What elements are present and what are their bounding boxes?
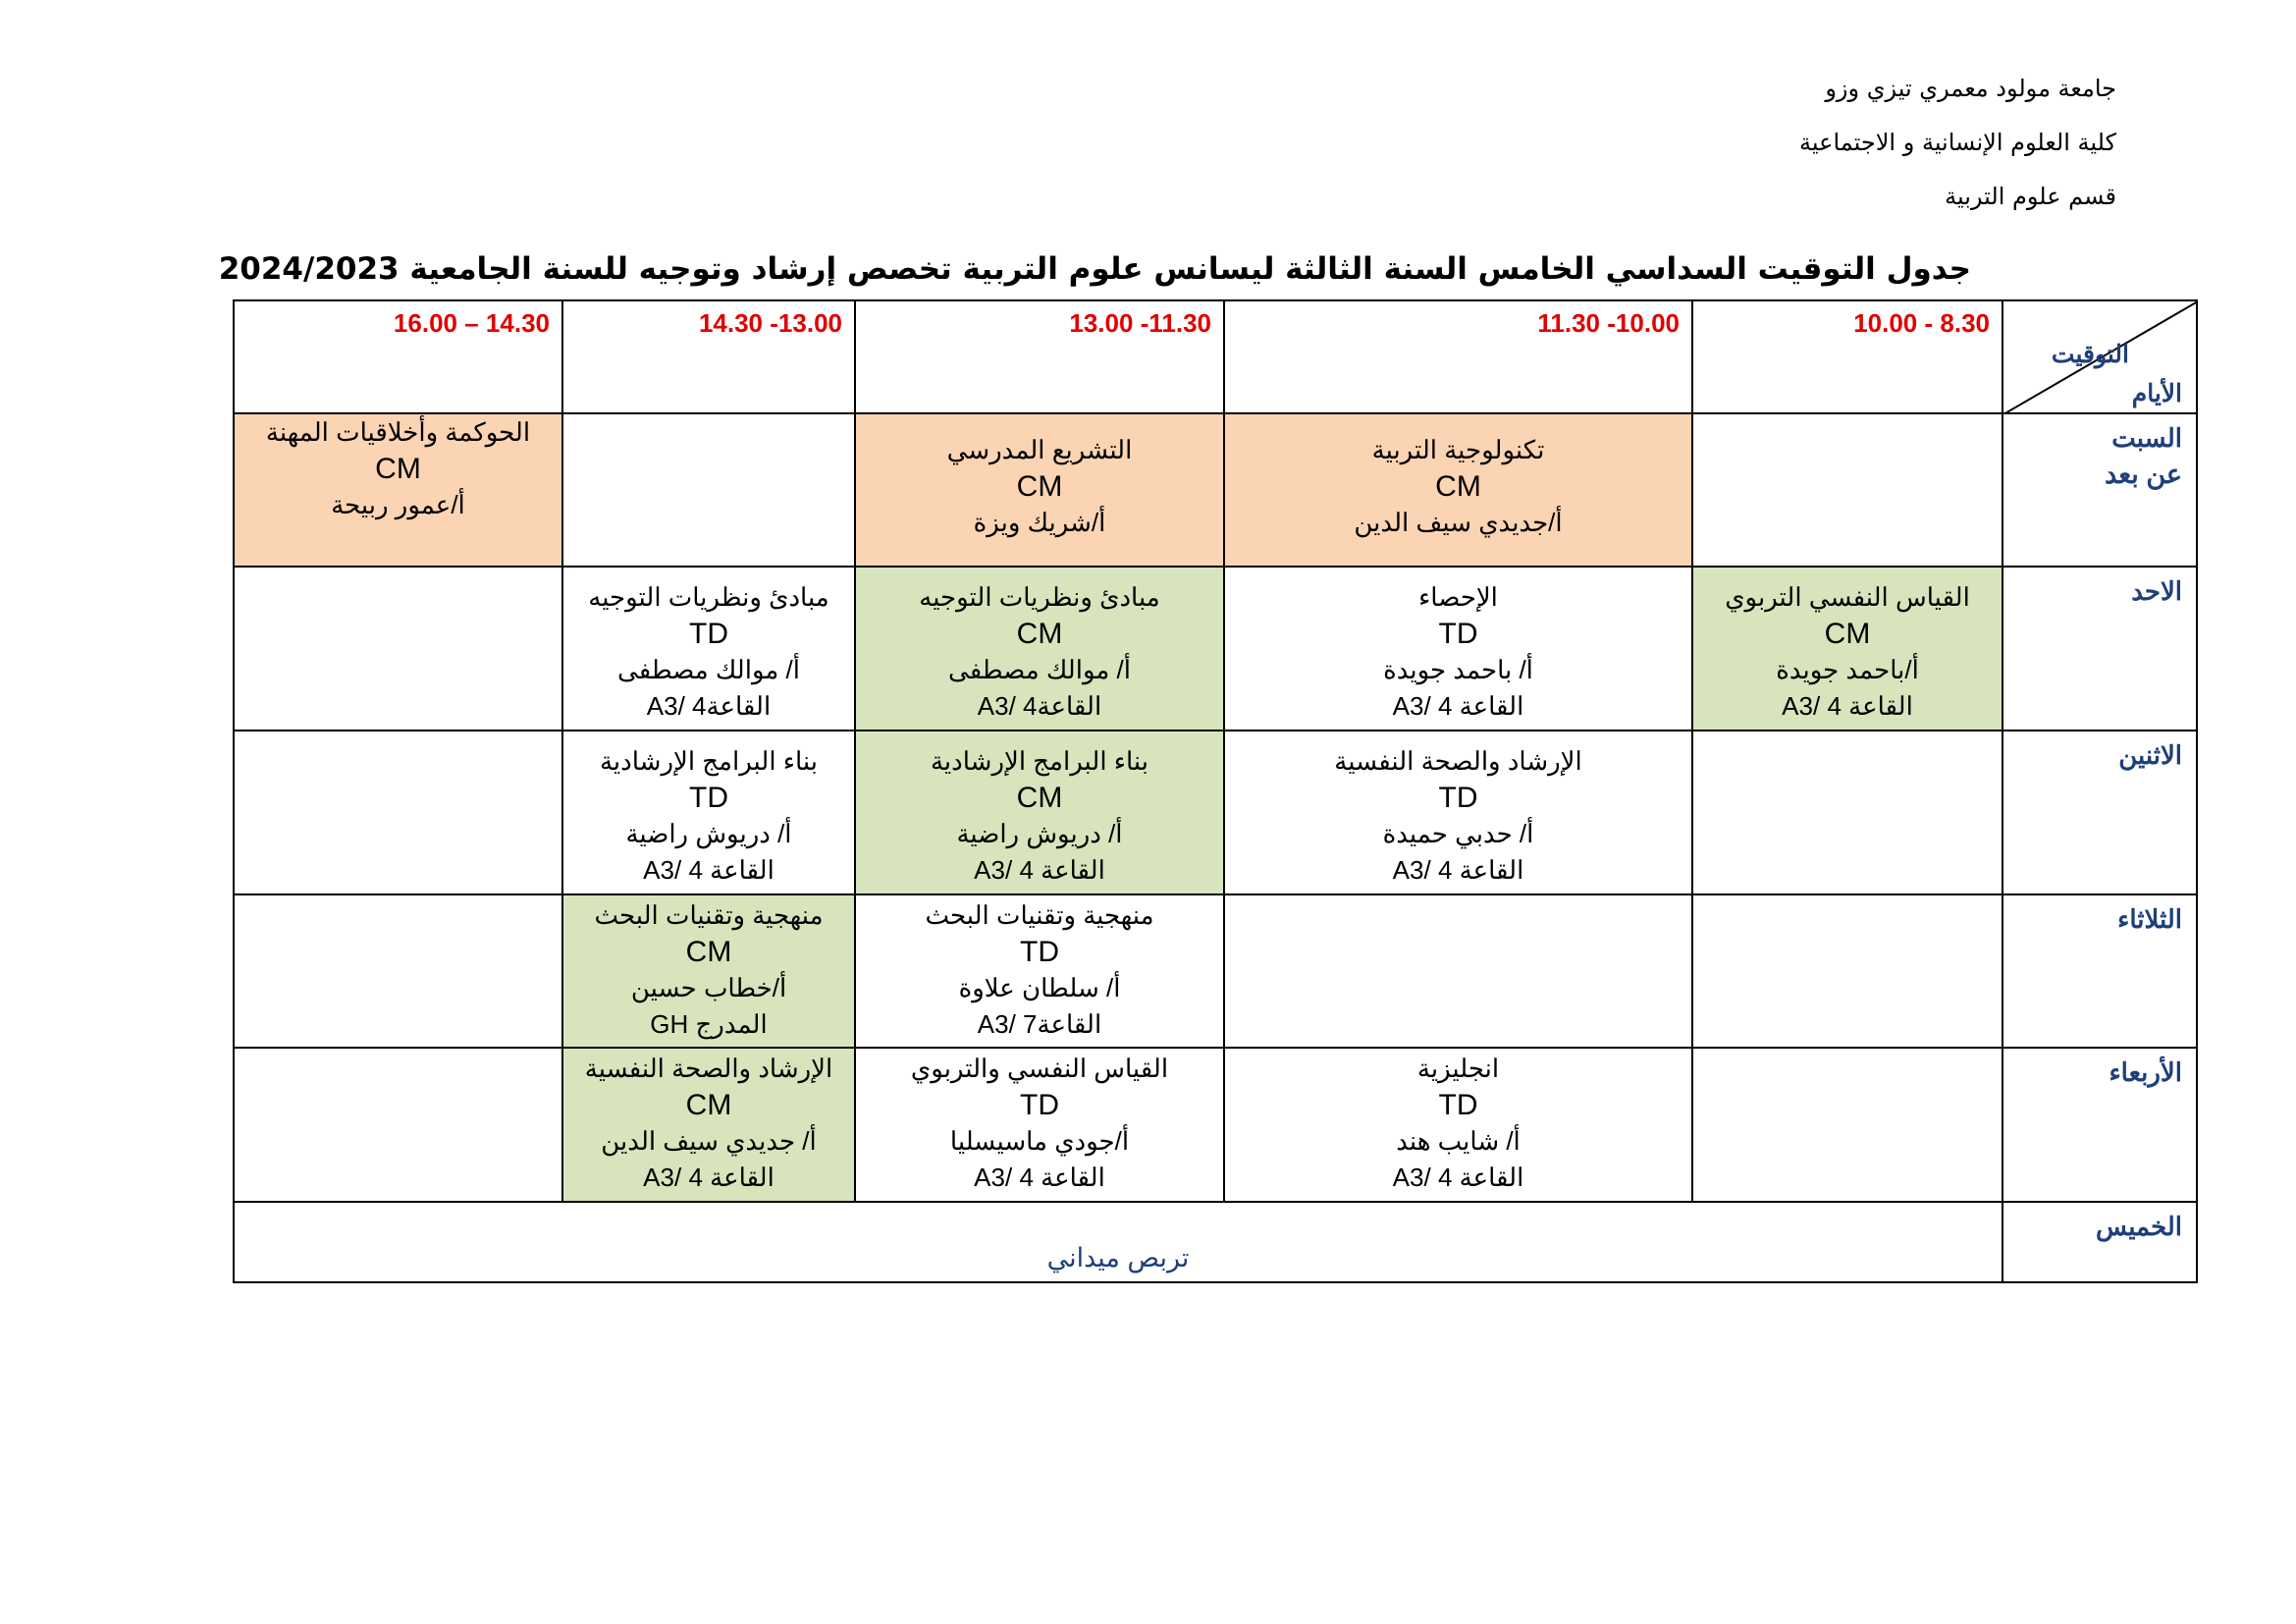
session-cell: [855, 567, 1224, 731]
room: القاعة 4 /A3: [1392, 855, 1524, 885]
instructor: أ/جودي ماسيسليا: [949, 1126, 1130, 1156]
instructor: أ/ موالك مصطفى: [948, 655, 1131, 684]
course-name: القياس النفسي والتربوي: [910, 1054, 1169, 1083]
instructor: أ/خطاب حسين: [630, 973, 787, 1002]
course-name: مبادئ ونظريات التوجيه: [919, 582, 1160, 612]
day-label: الأربعاء: [2002, 1048, 2197, 1202]
session-cell: [1224, 567, 1692, 731]
session-type: CM: [1016, 470, 1063, 503]
course-name: التشريع المدرسي: [946, 435, 1133, 464]
time-slot: 10.00- 11.30: [1224, 300, 1692, 413]
room: القاعة 4 /A3: [974, 1163, 1105, 1192]
time-slot: 13.00- 14.30: [562, 300, 855, 413]
day-label: [2002, 413, 2197, 567]
day-name: السبت: [2111, 423, 2182, 453]
instructor: أ/ جديدي سيف الدين: [601, 1126, 817, 1156]
session-type: TD: [1438, 618, 1478, 650]
session-cell: [1692, 894, 2002, 1048]
room: القاعة4 /A3: [977, 691, 1102, 721]
field-training-text: تربص ميداني: [1046, 1243, 1190, 1272]
session-type: CM: [685, 936, 732, 968]
day-label: الخميس: [2002, 1202, 2197, 1282]
day-row: [234, 894, 2197, 1048]
session-cell: [562, 894, 855, 1048]
instructor: أ/ شايب هند: [1396, 1126, 1521, 1156]
session-cell: [562, 1048, 855, 1202]
corner-days-label: الأيام: [2131, 380, 2182, 407]
session-cell: [234, 413, 562, 567]
course-name: بناء البرامج الإرشادية: [599, 746, 818, 776]
instructor: أ/شريك ويزة: [973, 508, 1106, 537]
room: القاعة 4 /A3: [1782, 691, 1913, 721]
course-name: مبادئ ونظريات التوجيه: [588, 582, 829, 612]
room: المدرج GH: [650, 1009, 768, 1039]
merged-cell: [234, 1202, 2002, 1282]
instructor: أ/جديدي سيف الدين: [1354, 508, 1563, 537]
session-type: TD: [1438, 782, 1478, 814]
instructor: أ/ دريوش راضية: [625, 819, 792, 848]
course-name: الإرشاد والصحة النفسية: [584, 1054, 833, 1083]
corner-cell: [2002, 300, 2197, 413]
room: القاعة7 /A3: [977, 1009, 1102, 1039]
day-label: الثلاثاء: [2002, 894, 2197, 1048]
day-row: [234, 567, 2197, 731]
day-mode: عن بعد: [2105, 460, 2182, 489]
room: القاعة 4 /A3: [643, 855, 774, 885]
room: القاعة 4 /A3: [974, 855, 1105, 885]
day-row: [234, 1048, 2197, 1202]
session-type: TD: [1438, 1089, 1478, 1121]
instructor: أ/ سلطان علاوة: [958, 973, 1121, 1002]
corner-time-label: التوقيت: [2051, 341, 2129, 368]
instructor: أ/باحمد جويدة: [1776, 655, 1919, 684]
session-type: TD: [1020, 936, 1059, 968]
course-name: الإحصاء: [1418, 582, 1498, 612]
session-cell: [1692, 731, 2002, 894]
instructor: أ/عمور ربيحة: [331, 490, 465, 519]
session-type: CM: [375, 453, 421, 485]
faculty-name: كلية العلوم الإنسانية و الاجتماعية: [1799, 129, 2116, 156]
course-name: الحوكمة وأخلاقيات المهنة: [265, 417, 531, 447]
day-row: [234, 731, 2197, 894]
schedule-table: [233, 299, 2198, 1283]
room: القاعة 4 /A3: [1392, 1163, 1524, 1192]
course-name: القياس النفسي التربوي: [1725, 582, 1970, 612]
institution-header: [1799, 67, 2116, 229]
course-name: انجليزية: [1416, 1054, 1500, 1083]
session-cell: [1224, 1048, 1692, 1202]
day-row: [234, 1202, 2197, 1282]
session-cell: [1692, 1048, 2002, 1202]
session-cell: [1224, 731, 1692, 894]
day-label: الاثنين: [2002, 731, 2197, 894]
session-cell: [562, 413, 855, 567]
session-type: CM: [1824, 618, 1871, 650]
session-cell: [1224, 413, 1692, 567]
session-cell: [234, 894, 562, 1048]
time-slot: 8.30 - 10.00: [1692, 300, 2002, 413]
session-cell: [562, 731, 855, 894]
course-name: تكنولوجية التربية: [1371, 435, 1545, 464]
room: القاعة4 /A3: [646, 691, 772, 721]
room: القاعة 4 /A3: [643, 1163, 774, 1192]
session-cell: [855, 894, 1224, 1048]
session-cell: [855, 731, 1224, 894]
session-type: TD: [1020, 1089, 1059, 1121]
instructor: أ/ حدبي حميدة: [1382, 819, 1534, 848]
session-cell: [562, 567, 855, 731]
day-label: الاحد: [2002, 567, 2197, 731]
instructor: أ/ دريوش راضية: [956, 819, 1123, 848]
session-cell: [234, 1048, 562, 1202]
session-type: CM: [1016, 782, 1063, 814]
instructor: أ/ باحمد جويدة: [1383, 655, 1533, 684]
day-row: [234, 413, 2197, 567]
department-name: قسم علوم التربية: [1945, 183, 2116, 210]
room: القاعة 4 /A3: [1392, 691, 1524, 721]
course-name: منهجية وتقنيات البحث: [925, 900, 1154, 930]
course-name: بناء البرامج الإرشادية: [930, 746, 1148, 776]
schedule-title: جدول التوقيت السداسي الخامس السنة الثالثة ليسانس علوم التربية تخصص إرشاد وتوجيه للسنة الجامعية 2024/2023: [218, 251, 1971, 287]
time-slot: 14.30 – 16.00: [234, 300, 562, 413]
session-cell: [234, 567, 562, 731]
session-type: TD: [689, 782, 728, 814]
session-cell: [855, 413, 1224, 567]
course-name: الإرشاد والصحة النفسية: [1334, 746, 1582, 776]
session-cell: [1692, 567, 2002, 731]
session-type: TD: [689, 618, 728, 650]
session-cell: [234, 731, 562, 894]
session-type: CM: [1016, 618, 1063, 650]
time-slot: 11.30- 13.00: [855, 300, 1224, 413]
session-cell: [1692, 413, 2002, 567]
session-cell: [1224, 894, 1692, 1048]
university-name: جامعة مولود معمري تيزي وزو: [1825, 75, 2116, 102]
course-name: منهجية وتقنيات البحث: [594, 900, 824, 930]
session-type: CM: [1435, 470, 1481, 503]
time-header-row: [234, 300, 2197, 413]
session-cell: [855, 1048, 1224, 1202]
session-type: CM: [685, 1089, 732, 1121]
instructor: أ/ موالك مصطفى: [617, 655, 800, 684]
